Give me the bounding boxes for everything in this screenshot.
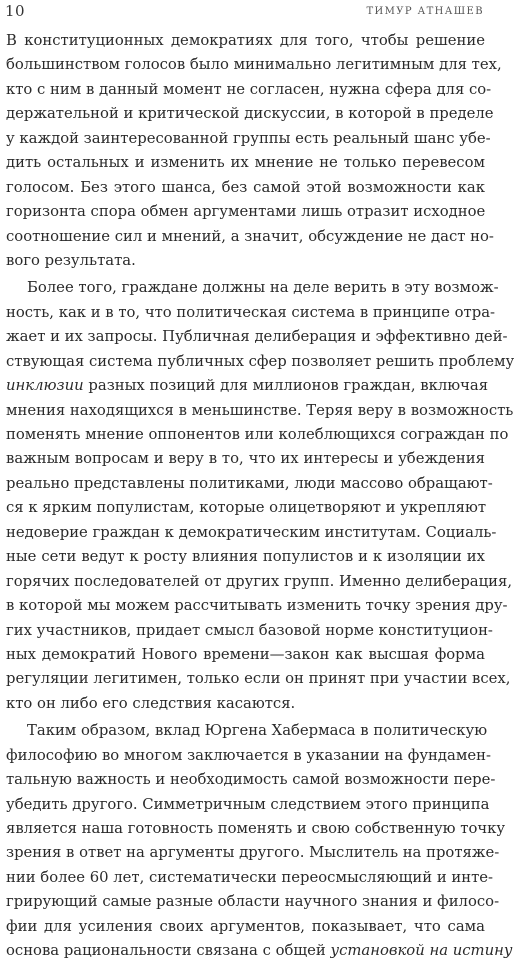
text-line: ствующая система публичных сфер позволяет решить проблему — [6, 352, 514, 370]
text-line: В конституционных демократиях для того, чтобы решение — [6, 32, 485, 49]
text-line: тальную важность и необходимость самой возможности пере- — [6, 771, 496, 789]
running-head-author: ТИМУР АТНАШЕВ — [366, 5, 484, 17]
text-run: основа рациональности связана с общей — [6, 942, 331, 960]
text-line: держательной и критической дискуссии, в которой в пределе — [6, 105, 494, 123]
text-line: соотношение сил и мнений, а значит, обсуждение не даст но- — [6, 227, 494, 245]
text-line: зрения в ответ на аргументы другого. Мыслитель на протяже- — [6, 844, 500, 862]
body-text — [6, 29, 514, 964]
text-line: ся к ярким популистам, которые олицетворяют и укрепляют — [6, 499, 487, 517]
text-line: кто с ним в данный момент не согласен, нужна сфера для со- — [6, 80, 492, 98]
running-head — [5, 1, 484, 21]
text-line: поменять мнение оппонентов или колеблющихся сограждан по — [6, 426, 509, 443]
text-line: ных демократий Нового времени—закон как высшая форма — [6, 645, 485, 663]
text-line: является наша готовность поменять и свою собственную точку — [6, 820, 506, 837]
text-line: кто он либо его следствия касаются. — [6, 694, 296, 712]
italic-term: установкой на истину — [330, 942, 513, 960]
text-line: дить остальных и изменить их мнение не только перевесом — [6, 154, 485, 172]
text-line: недоверие граждан к демократическим институтам. Социаль- — [6, 523, 497, 541]
text-line: реально представлены политиками, люди массово обращают- — [6, 474, 493, 492]
text-line: Более того, граждане должны на деле верить в эту возмож- — [27, 279, 499, 297]
text-line: ные сети ведут к росту влияния популистов и к изоляции их — [6, 548, 485, 566]
text-line: у каждой заинтересованной группы есть реальный шанс убе- — [6, 129, 491, 147]
page-number: 10 — [5, 2, 26, 20]
text-line: ность, как и в то, что политическая система в принципе отра- — [6, 303, 496, 321]
text-line: голосом. Без этого шанса, без самой этой возможности как — [6, 178, 485, 196]
text-line: в которой мы можем рассчитывать изменить точку зрения дру- — [6, 597, 508, 615]
text-line: гих участников, придает смысл базовой норме конституцион- — [6, 621, 493, 639]
text-line: нии более 60 лет, систематически переосмысляющий и инте- — [6, 868, 494, 886]
text-line — [6, 939, 513, 963]
text-line: регуляции легитимен, только если он принят при участии всех, — [6, 670, 511, 688]
text-line: мнения находящихся в меньшинстве. Теряя веру в возможность — [6, 401, 514, 419]
text-line: грирующий самые разные области научного знания и филосо- — [6, 893, 500, 911]
text-line: вого результата. — [6, 251, 136, 269]
text-line: Таким образом, вклад Юргена Хабермаса в политическую — [27, 722, 488, 740]
text-line: убедить другого. Симметричным следствием этого принципа — [6, 795, 490, 813]
text-line: горизонта спора обмен аргументами лишь отразит исходное — [6, 203, 486, 221]
text-line: большинством голосов было минимально легитимным для тех, — [6, 56, 502, 74]
text-line: горячих последователей от других групп. Именно делиберация, — [6, 572, 513, 590]
text-run: разных позиций для миллионов граждан, включая — [83, 377, 489, 395]
text-line: фии для усиления своих аргументов, показывает, что сама — [6, 917, 485, 935]
text-line: жает и их запросы. Публичная делиберация и эффективно дей- — [6, 328, 508, 346]
text-line — [6, 374, 489, 398]
text-line: философию во многом заключается в указании на фундамен- — [6, 746, 491, 764]
text-line: важным вопросам и веру в то, что их интересы и убеждения — [6, 450, 485, 468]
italic-term: инклюзии — [6, 377, 84, 395]
